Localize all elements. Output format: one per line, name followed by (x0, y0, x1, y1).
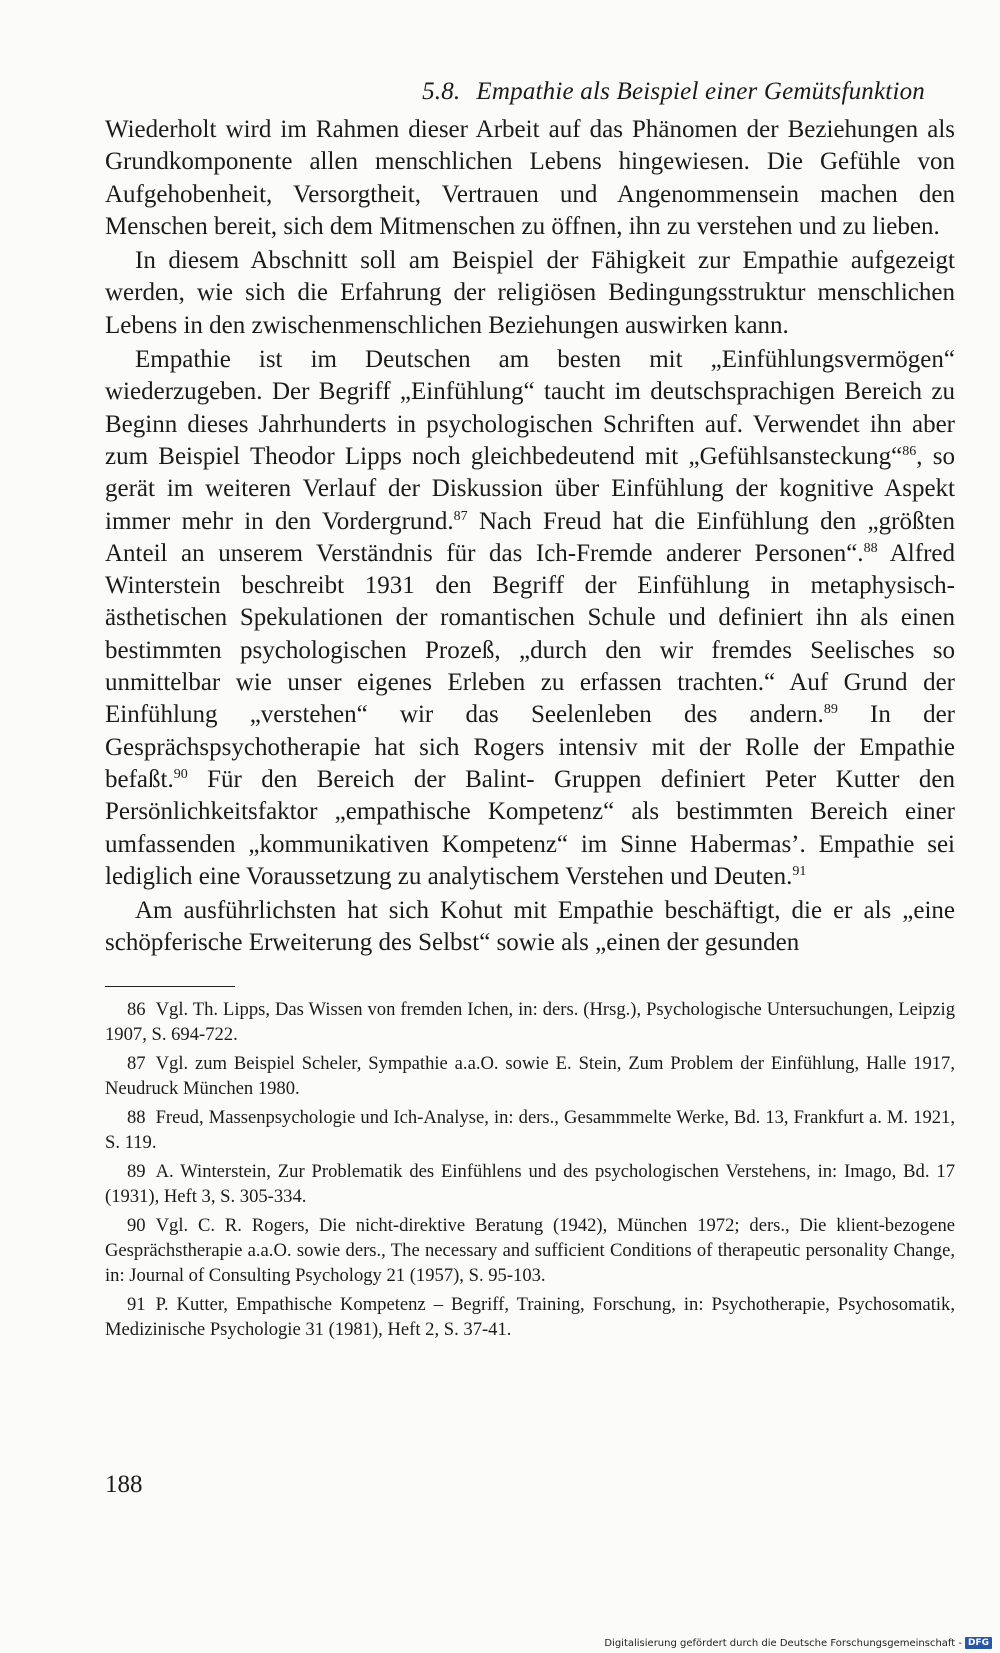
text-segment: Alfred Winterstein beschreibt 1931 den Begriff der Einfühlung in metaphysisch-ästhetischen Spekulationen der romantischen Schule und definiert ihn als einen bestimmten psychologischen Prozeß, „durch den wir fremdes Seelisches so unmittelbar wie unser eigenes Erleben zu erfassen trachten.“ Auf Grund der Einfühlung „verstehen“ wir das Seelenleben des andern. (105, 539, 955, 729)
footnote-text: P. Kutter, Empathische Kompetenz – Begriff, Training, Forschung, in: Psychotherapie, Psychosomatik, Medizinische Psychologie 31 (1981), Heft 2, S. 37-41. (105, 1293, 955, 1340)
footnotes (105, 997, 955, 1342)
footnote (105, 1213, 955, 1288)
footnote-number: 86 (127, 998, 146, 1020)
book-page (105, 78, 955, 1346)
footnote-reference: 89 (823, 702, 838, 718)
text-segment: Wiederholt wird im Rahmen dieser Arbeit auf das Phänomen der Beziehungen als Grundkomponente allen menschlichen Lebens hingewiesen. Die Gefühle von Aufgehobenheit, Versorgtheit, Vertrauen und Angenommensein machen den Menschen bereit, sich dem Mitmenschen zu öffnen, ihn zu verstehen und zu lieben. (105, 116, 955, 240)
footnote-text: Vgl. C. R. Rogers, Die nicht-direktive Beratung (1942), München 1972; ders., Die klient-bezogene Gesprächstherapie a.a.O. sowie ders., The necessary and sufficient Conditions of therapeutic personality Change, in: Journal of Consulting Psychology 21 (1957), S. 95-103. (105, 1214, 955, 1286)
footnote-number: 89 (127, 1160, 146, 1182)
footnote-number: 90 (127, 1214, 146, 1236)
text-segment: Empathie ist im Deutschen am besten mit „Einfühlungsvermögen“ wiederzugeben. Der Begriff „Einfühlung“ taucht im deutschsprachigen Bereich zu Beginn dieses Jahrhunderts in psychologischen Schriften auf. Verwendet ihn aber zum Beispiel Theodor Lipps noch gleichbedeutend mit „Gefühlsansteckung“ (105, 346, 955, 470)
footnote-reference: 88 (863, 540, 878, 556)
section-number: 5.8. (422, 78, 461, 105)
footnote-text: Vgl. zum Beispiel Scheler, Sympathie a.a.O. sowie E. Stein, Zum Problem der Einfühlung, Halle 1917, Neudruck München 1980. (105, 1052, 955, 1099)
text-segment: Am ausführlichsten hat sich Kohut mit Empathie beschäftigt, die er als „eine schöpferische Erweiterung des Selbst“ sowie als „einen der gesunden (105, 897, 955, 957)
body-paragraph (105, 344, 955, 893)
text-segment: In der Gesprächspsychotherapie hat sich Rogers intensiv mit der Rolle der Empathie befaßt. (105, 701, 955, 793)
body-paragraph (105, 895, 955, 960)
footnote-number: 88 (127, 1106, 146, 1128)
footnote (105, 997, 955, 1047)
footnote-text: Vgl. Th. Lipps, Das Wissen von fremden Ichen, in: ders. (Hrsg.), Psychologische Untersuchungen, Leipzig 1907, S. 694-722. (105, 998, 955, 1045)
footnote-number: 87 (127, 1052, 146, 1074)
footnote-reference: 90 (173, 766, 188, 782)
text-segment: Nach Freud hat die Einfühlung den „größten Anteil an unserem Verständnis für das Ich-Fremde anderer Personen“. (105, 507, 956, 567)
body-paragraph (105, 245, 955, 342)
dfg-logo: DFG (965, 1637, 992, 1649)
digitization-footer (604, 1637, 992, 1649)
text-segment: Für den Bereich der Balint- Gruppen definiert Peter Kutter den Persönlichkeitsfaktor „empathische Kompetenz“ als bestimmten Bereich einer umfassenden „kommunikativen Kompetenz“ im Sinne Habermas’. Empathie sei lediglich eine Voraussetzung zu analytischem Verstehen und Deuten. (105, 765, 955, 890)
footnote-reference: 87 (453, 508, 468, 524)
footnote (105, 1051, 955, 1101)
text-segment: In diesem Abschnitt soll am Beispiel der Fähigkeit zur Empathie aufgezeigt werden, wie sich die Erfahrung der religiösen Bedingungsstruktur menschlichen Lebens in den zwischenmenschlichen Beziehungen auswirken kann. (105, 247, 955, 339)
text-segment: , so gerät im weiteren Verlauf der Diskussion über Einfühlung der kognitive Aspekt immer mehr in den Vordergrund. (105, 442, 955, 535)
footnote (105, 1159, 955, 1209)
page-number: 188 (105, 1471, 143, 1498)
footnote-text: Freud, Massenpsychologie und Ich-Analyse, in: ders., Gesammmelte Werke, Bd. 13, Frankfurt a. M. 1921, S. 119. (105, 1106, 955, 1153)
footer-text: Digitalisierung gefördert durch die Deutsche Forschungsgemeinschaft - (604, 1637, 962, 1649)
footnote-text: A. Winterstein, Zur Problematik des Einfühlens und des psychologischen Verstehens, in: Imago, Bd. 17 (1931), Heft 3, S. 305-334. (105, 1160, 955, 1207)
footnote-number: 91 (127, 1293, 146, 1315)
footnote-divider (105, 986, 235, 987)
section-title: Empathie als Beispiel einer Gemütsfunktion (476, 78, 925, 105)
body-paragraph (105, 114, 955, 243)
footnote-reference: 86 (902, 443, 917, 459)
footnote (105, 1292, 955, 1342)
footnote-reference: 91 (792, 863, 807, 879)
body-text (105, 114, 955, 960)
footnote (105, 1105, 955, 1155)
running-header (105, 78, 955, 106)
